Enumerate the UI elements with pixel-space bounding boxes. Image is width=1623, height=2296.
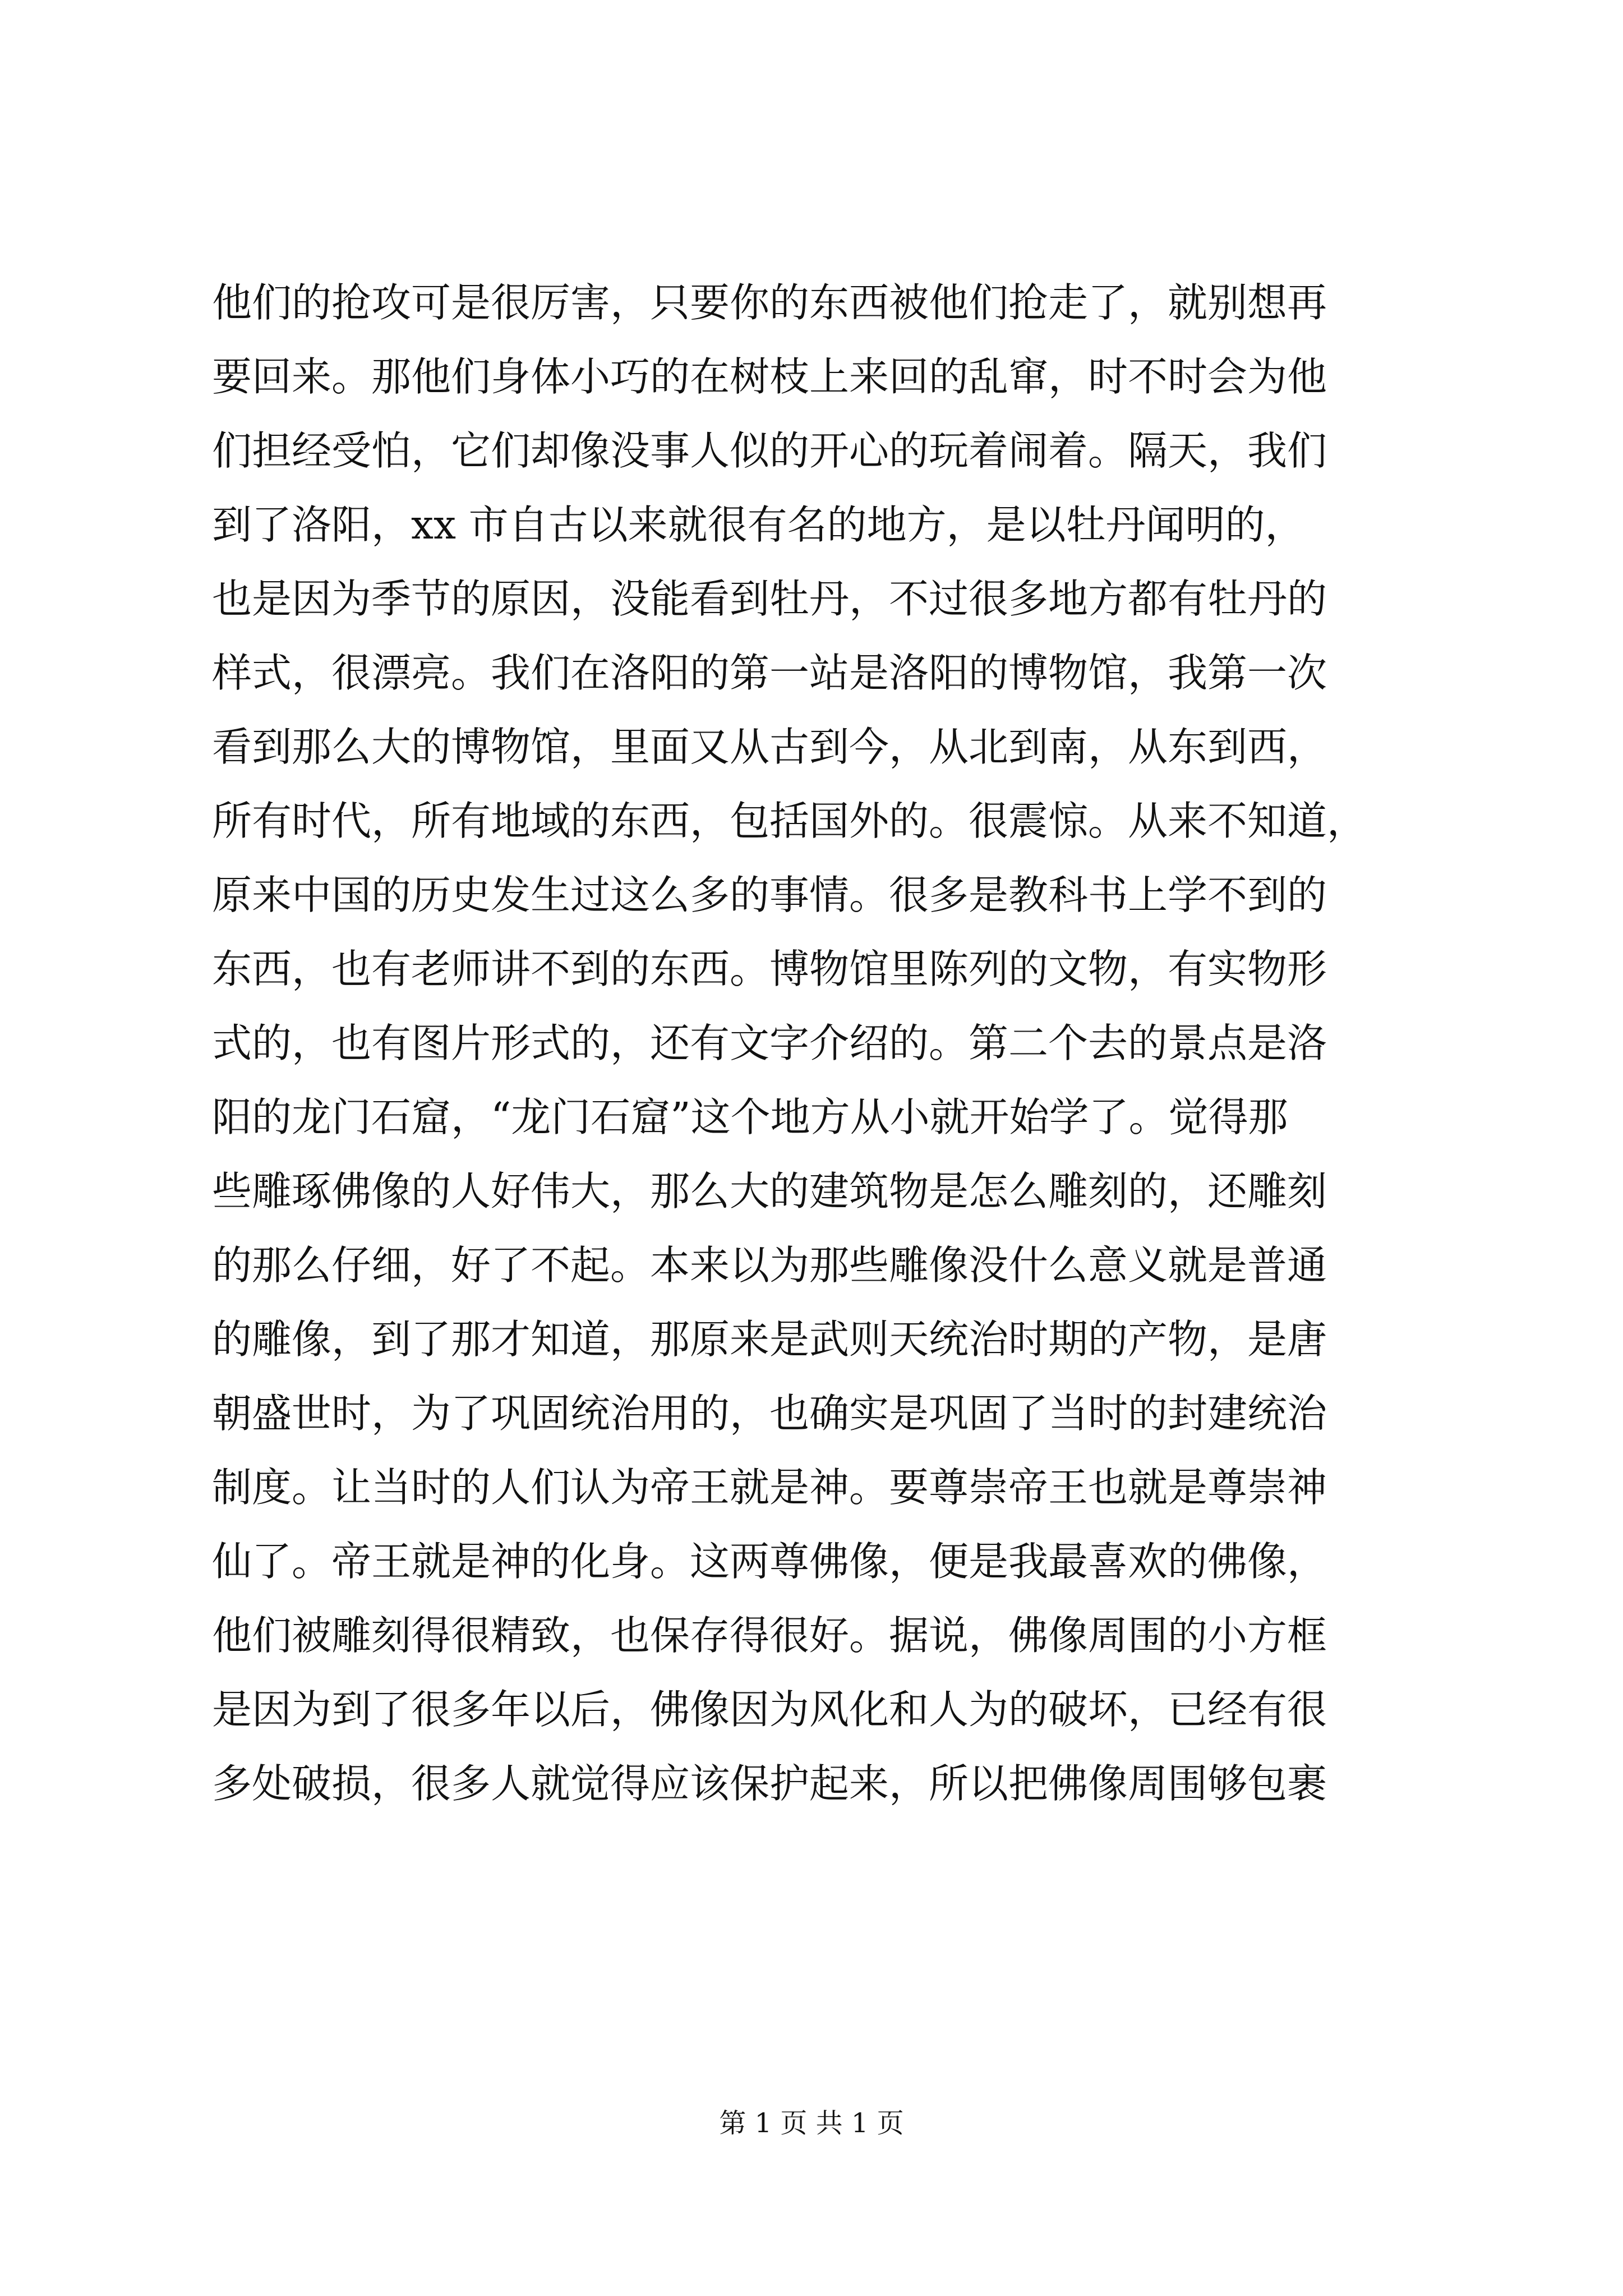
- text-line: 些雕琢佛像的人好伟大，那么大的建筑物是怎么雕刻的，还雕刻: [212, 1168, 1327, 1214]
- page-number-footer: 第 1 页 共 1 页: [719, 2108, 904, 2139]
- text-line: 要回来。那他们身体小巧的在树枝上来回的乱窜，时不时会为他: [212, 353, 1327, 400]
- text-line: 们担经受怕，它们却像没事人似的开心的玩着闹着。隔天，我们: [212, 427, 1327, 474]
- body-text: [212, 266, 1418, 1821]
- text-line: 原来中国的历史发生过这么多的事情。很多是教科书上学不到的: [212, 872, 1327, 918]
- text-line: 他们被雕刻得很精致，也保存得很好。据说，佛像周围的小方框: [212, 1612, 1327, 1659]
- text-line: 阳的龙门石窟，“龙门石窟”这个地方从小就开始学了。觉得那: [212, 1094, 1288, 1140]
- text-line: 东西，也有老师讲不到的东西。博物馆里陈列的文物，有实物形: [212, 946, 1327, 992]
- text-line: 是因为到了很多年以后，佛像因为风化和人为的破坏，已经有很: [212, 1686, 1327, 1733]
- text-line: 样式，很漂亮。我们在洛阳的第一站是洛阳的博物馆，我第一次: [212, 650, 1327, 696]
- text-line: 制度。让当时的人们认为帝王就是神。要尊崇帝王也就是尊崇神: [212, 1464, 1327, 1511]
- text-line: 朝盛世时，为了巩固统治用的，也确实是巩固了当时的封建统治: [212, 1390, 1327, 1437]
- text-line: 的雕像，到了那才知道，那原来是武则天统治时期的产物，是唐: [212, 1316, 1327, 1363]
- text-line: 也是因为季节的原因，没能看到牡丹，不过很多地方都有牡丹的: [212, 576, 1327, 622]
- text-line: 式的，也有图片形式的，还有文字介绍的。第二个去的景点是洛: [212, 1020, 1327, 1066]
- text-line: 到了洛阳，xx 市自古以来就很有名的地方，是以牡丹闻明的，: [212, 501, 1305, 548]
- text-line: 的那么仔细，好了不起。本来以为那些雕像没什么意义就是普通: [212, 1242, 1327, 1289]
- text-line: 仙了。帝王就是神的化身。这两尊佛像，便是我最喜欢的佛像，: [212, 1538, 1327, 1585]
- text-line: 多处破损，很多人就觉得应该保护起来，所以把佛像周围够包裹: [212, 1760, 1327, 1807]
- text-line: 所有时代，所有地域的东西，包括国外的。很震惊。从来不知道，: [212, 798, 1367, 844]
- text-line: 他们的抢攻可是很厉害，只要你的东西被他们抢走了，就别想再: [212, 279, 1327, 326]
- text-line: 看到那么大的博物馆，里面又从古到今，从北到南，从东到西，: [212, 724, 1327, 770]
